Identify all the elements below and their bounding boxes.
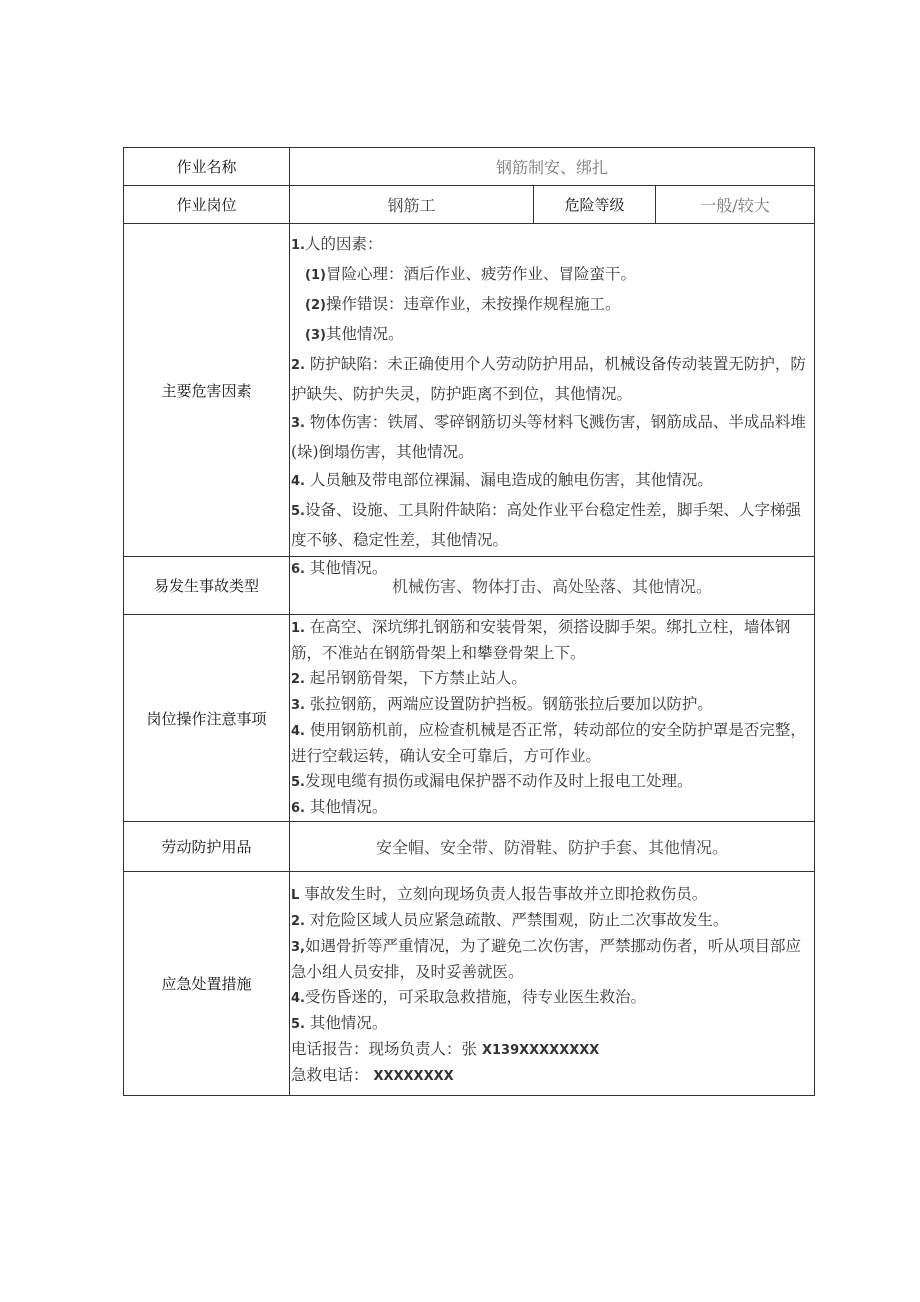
list-item [291,466,814,496]
list-item [291,320,814,350]
rescue-phone-line [291,1063,814,1089]
list-item-text: 张拉钢筋，两端应设置防护挡板。钢筋张拉后要加以防护。 [304,695,713,713]
list-item-number: (1) [305,268,326,283]
hazards-label: 主要危害因素 [124,224,290,557]
precautions-list [290,615,814,821]
list-item-text: 发现电缆有损伤或漏电保护器不动作及时上报电工处理。 [304,772,693,790]
list-item [291,230,814,260]
list-item-text: 其他情况。 [304,798,388,816]
list-item-number: (2) [305,298,326,313]
hazards-list [290,224,814,584]
ppe-label: 劳动防护用品 [124,822,290,872]
list-item-text: 受伤昏迷的，可采取急救措施，待专业医生救治。 [304,988,646,1006]
list-item-text: 冒险心理：酒后作业、疲劳作业、冒险蛮干。 [325,265,636,283]
precautions-label: 岗位操作注意事项 [124,615,290,822]
list-item-text: 如遇骨折等严重情况，为了避免二次伤害，严禁挪动伤者，听从项目部应急小组人员安排，及时妥善就医。 [291,937,801,981]
row-emergency [124,872,815,1096]
list-item-text: 防护缺陷：未正确使用个人劳动防护用品，机械设备传动装置无防护，防护缺失、防护失灵，防护距离不到位，其他情况。 [291,355,806,403]
list-item-number: 4. [291,724,305,739]
emergency-phone-line [291,1037,814,1063]
list-item-number: 1. [291,238,305,253]
row-precautions [124,615,815,822]
list-item-number: 2. [291,358,305,373]
list-item-number: (3) [305,328,326,343]
ppe-value: 安全帽、安全带、防滑鞋、防护手套、其他情况。 [290,822,815,872]
list-item [291,666,814,692]
list-item-text: 人的因素： [304,235,383,253]
list-item-number: 5. [291,504,305,519]
job-name-label: 作业名称 [124,148,290,186]
rescue-phone-label: 急救电话： [291,1066,369,1084]
emergency-label: 应急处置措施 [124,872,290,1096]
list-item-number: 4. [291,991,305,1006]
list-item [291,908,814,934]
list-item-text: 在高空、深坑绑扎钢筋和安装骨架，须搭设脚手架。绑扎立柱，墙体钢筋，不准站在钢筋骨架上和攀登骨架上下。 [291,618,791,662]
risk-level-label: 危险等级 [534,186,656,224]
list-item-number: 4. [291,474,305,489]
emergency-list [290,872,814,1095]
list-item-text: 起吊钢筋骨架，下方禁止站人。 [304,669,527,687]
list-item [291,1011,814,1037]
list-item-number: 6. [291,801,305,816]
list-item-text: 事故发生时，立刻向现场负责人报告事故并立即抢救伤员。 [299,885,708,903]
list-item-text: 其他情况。 [304,1014,388,1032]
list-item-number: 1. [291,621,305,636]
list-item-text: 对危险区域人员应紧急疏散、严禁围观，防止二次事故发生。 [304,911,729,929]
list-item [291,934,814,985]
list-item-number: 3. [291,416,305,431]
accident-types-value: 机械伤害、物体打击、高处坠落、其他情况。 [290,557,815,615]
row-job-name [124,148,815,186]
list-item-number: 5. [291,1017,305,1032]
row-ppe [124,822,815,872]
row-accident-types [124,557,815,615]
list-item [291,882,814,908]
list-item [291,985,814,1011]
list-item-number: 5. [291,775,305,790]
hazards-cell [290,224,815,577]
row-job-post [124,186,815,224]
list-item [291,615,814,666]
list-item-number: 6. [291,562,305,577]
list-item-text: 物体伤害：铁屑、零碎钢筋切头等材料飞溅伤害，钢筋成品、半成品料堆(垛)倒塌伤害，其他情况。 [291,413,806,461]
list-item [291,408,814,466]
list-item-number: 2. [291,672,305,687]
list-item-number: L [291,888,300,903]
safety-card-table [123,147,815,1096]
rescue-phone-value: XXXXXXXX [373,1069,454,1084]
list-item-text: 操作错误：违章作业，未按操作规程施工。 [325,295,621,313]
list-item [291,795,814,821]
accident-types-label: 易发生事故类型 [124,557,290,615]
phone-report-label: 电话报告：现场负责人：张 [291,1040,478,1058]
list-item-text: 其他情况。 [325,325,404,343]
risk-level-value: 一般/较大 [656,186,815,224]
list-item-text: 设备、设施、工具附件缺陷：高处作业平台稳定性差，脚手架、人字梯强度不够、稳定性差，其他情况。 [291,501,801,549]
list-item [291,290,814,320]
list-item [291,692,814,718]
phone-report-value: X139XXXXXXXX [481,1043,600,1058]
row-hazards [124,224,815,557]
list-item-number: 3, [291,940,305,955]
list-item-text: 使用钢筋机前，应检查机械是否正常，转动部位的安全防护罩是否完整，进行空载运转，确认安全可靠后，方可作业。 [291,721,806,765]
emergency-cell [290,872,815,1096]
list-item [291,718,814,769]
list-item-text: 其他情况。 [304,559,388,577]
precautions-cell [290,615,815,822]
list-item-number: 2. [291,914,305,929]
list-item [291,260,814,290]
job-post-label: 作业岗位 [124,186,290,224]
list-item-number: 3. [291,698,305,713]
job-name-value: 钢筋制安、绑扎 [290,148,815,186]
list-item [291,769,814,795]
list-item [291,496,814,554]
list-item-text: 人员触及带电部位裸漏、漏电造成的触电伤害，其他情况。 [304,471,713,489]
list-item [291,350,814,408]
job-post-value: 钢筋工 [290,186,534,224]
